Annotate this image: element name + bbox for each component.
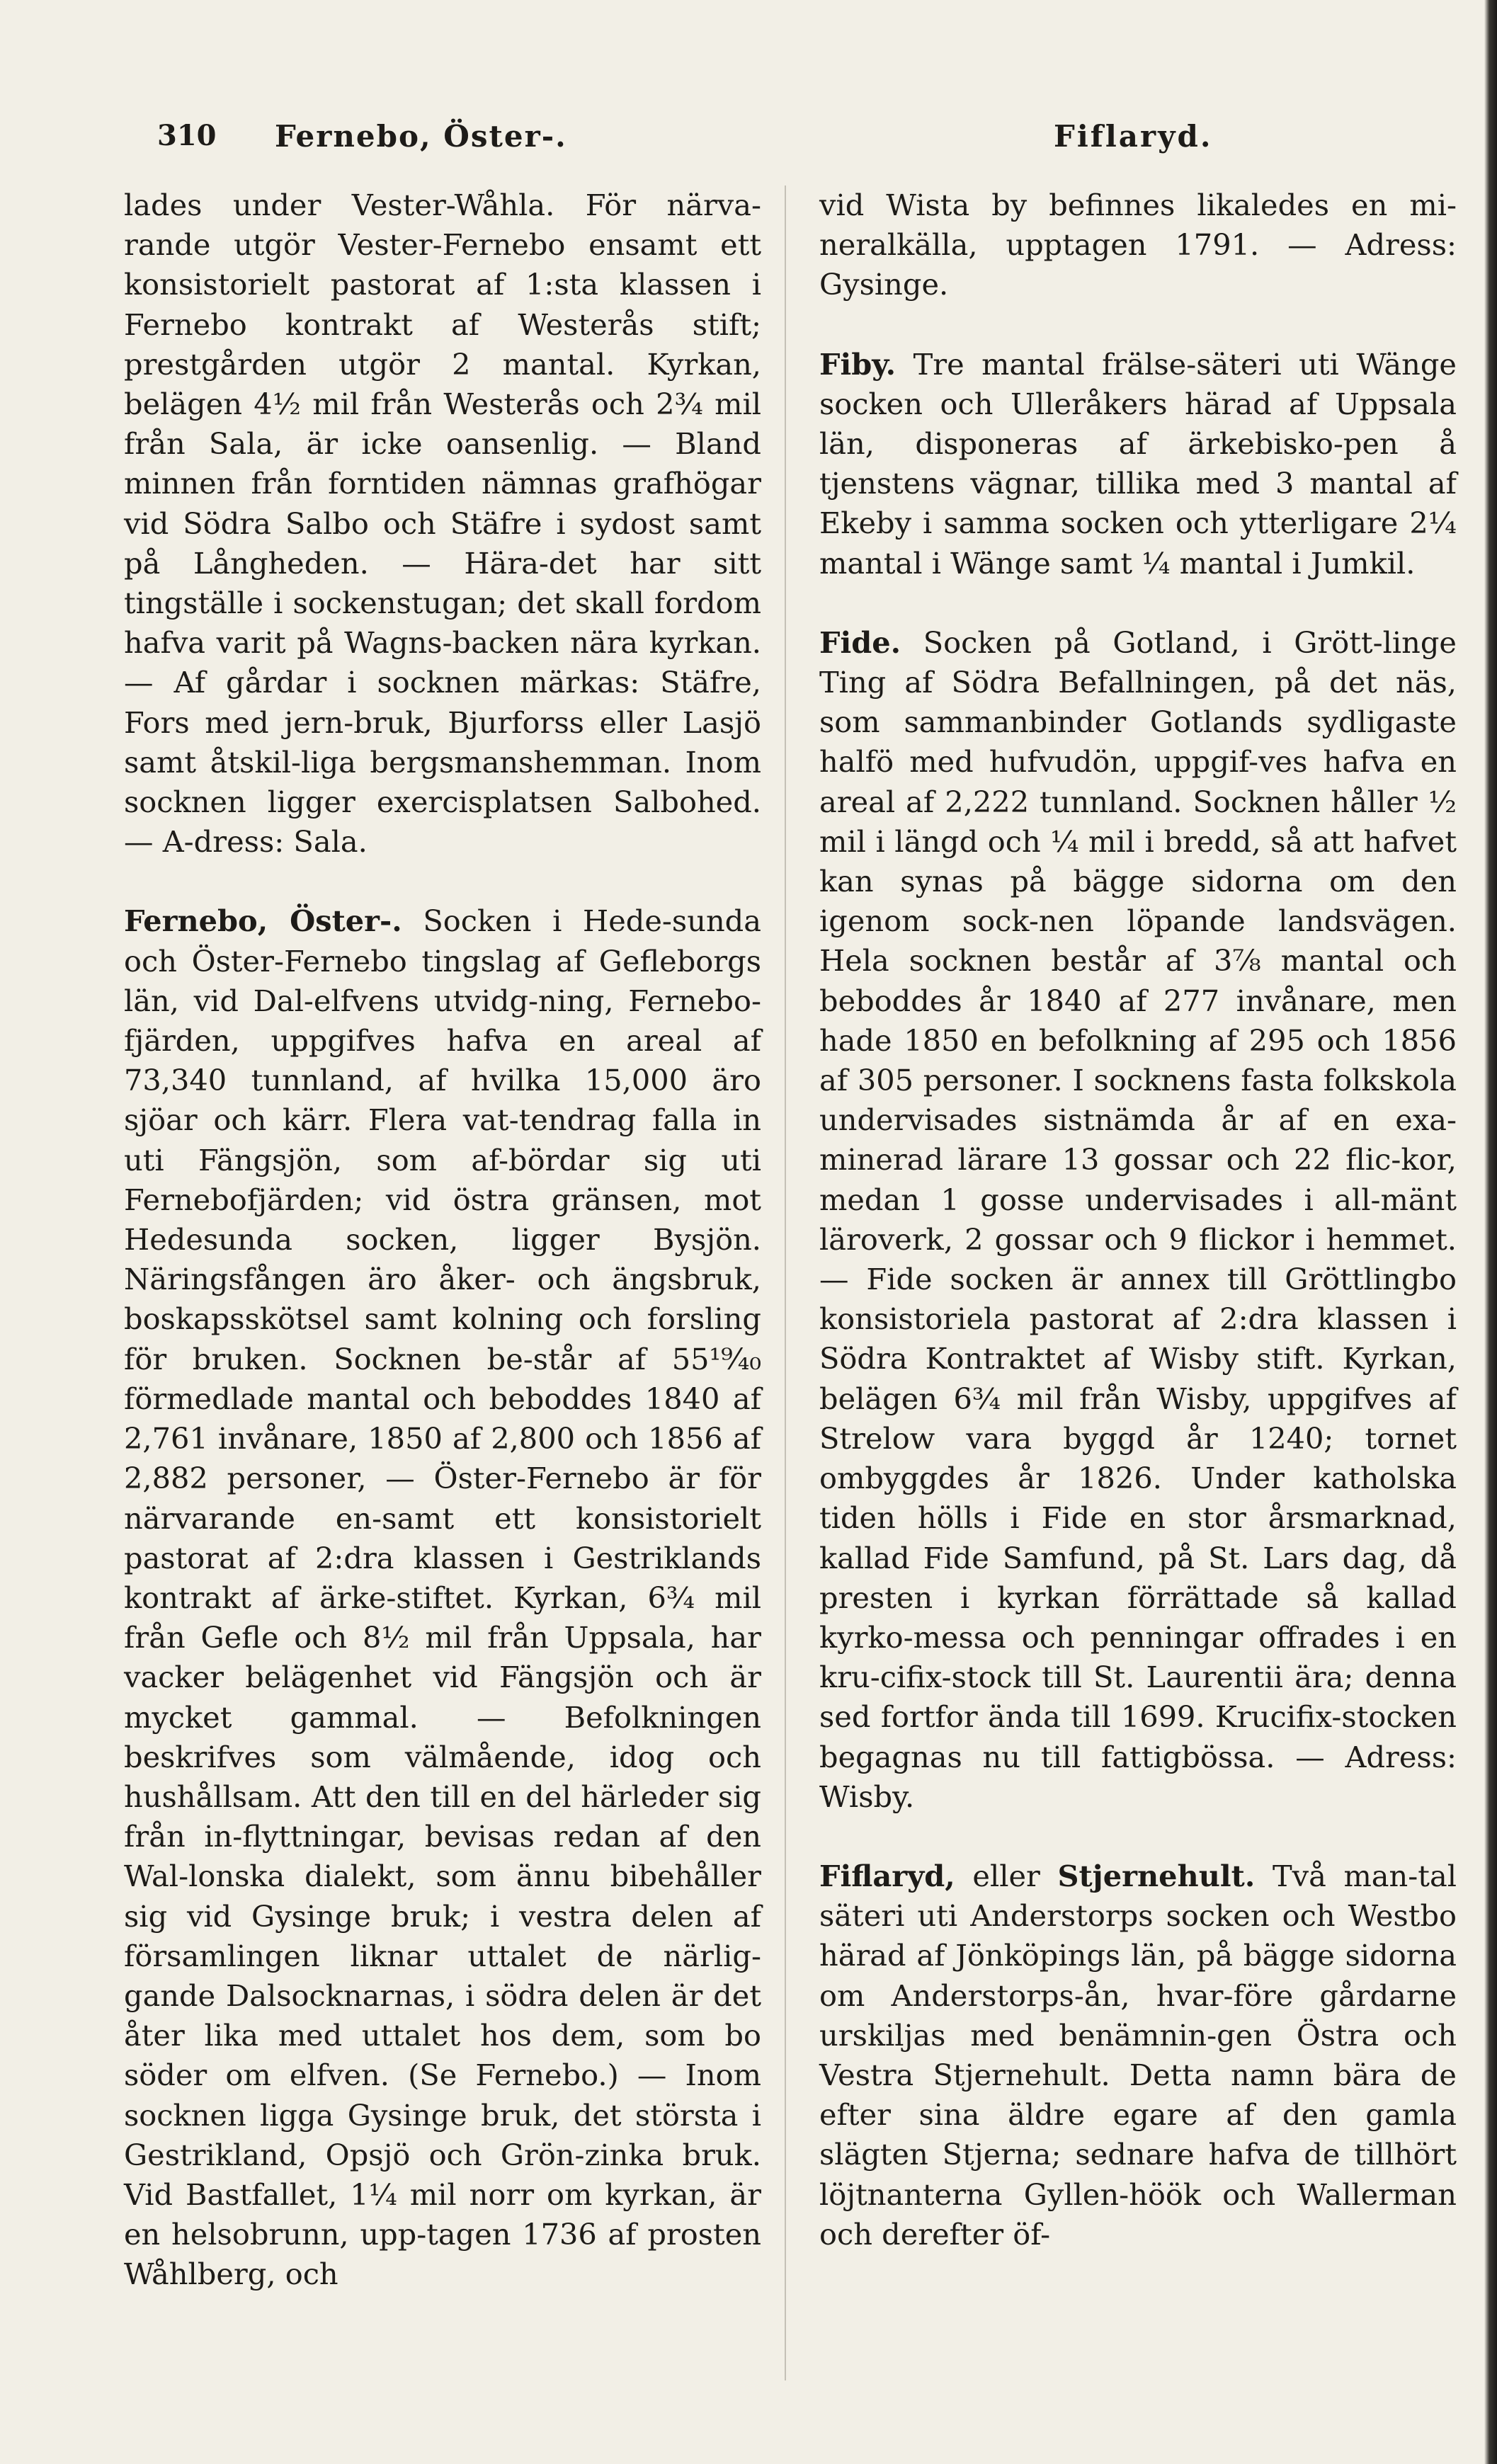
column-divider [785,186,786,2380]
page-number: 310 [157,119,217,152]
entry-body: Två man-tal säteri uti Anderstorps socken och Westbo härad af Jönköpings län, på bägge sidorna om Anderstorps-ån, hvar-före gårdarne urskiljas med benämnin-gen Östra och Vestra Stjernehult. Detta namn bära de efter sina äldre egare af den gamla slägten Stjerna; sednare hafva de tillhört löjtnanterna Gyllen-höök och Wallerman och derefter öf- [819,1858,1457,2252]
entry-title-alt: Stjernehult. [1057,1858,1256,1893]
entry-fide [819,623,1457,1817]
paragraph-fernebo-cont: vid Wista by befinnes likaledes en mi-neralkälla, upptagen 1791. — Adress: Gysinge. [819,188,1457,302]
entry-body: Socken på Gotland, i Grött-linge Ting af Södra Befallningen, på det näs, som sammanbinder Gotlands sydligaste halfö med hufvudön, uppgif-ves hafva en areal af 2,222 tunnland. Socknen håller ½ mil i längd och ¼ mil i bredd, så att hafvet kan synas på bägge sidorna om den igenom sock-nen löpande landsvägen. Hela socknen består af 3⅞ mantal och beboddes år 1840 af 277 invånare, men hade 1850 en befolkning af 295 och 1856 af 305 personer. I socknens fasta folkskola undervisades sistnämda år af en exa-minerad lärare 13 gossar och 22 flic-kor, medan 1 gosse undervisades i all-mänt läroverk, 2 gossar och 9 flickor i hemmet. — Fide socken är annex till Gröttlingbo konsistoriela pastorat af 2:dra klassen i Södra Kontraktet af Wisby stift. Kyrkan, belägen 6¾ mil från Wisby, uppgifves af Strelow vara byggd år 1240; tornet ombyggdes år 1826. Under katholska tiden hölls i Fide en stor årsmarknad, kallad Fide Samfund, på St. Lars dag, då presten i kyrkan förrättade så kallad kyrko-messa och penningar offrades i en kru-cifix-stock till St. Laurentii ära; denna sed fortfor ända till 1699. Krucifix-stocken begagnas nu till fattigbössa. — Adress: Wisby. [819,624,1457,1814]
entry-fernebo-oster [124,901,761,2294]
paragraph-vester-fernebo-cont: lades under Vester-Wåhla. För närva-rande utgör Vester-Fernebo ensamt ett konsistorielt pastorat af 1:sta klassen i Fernebo kontrakt af Westerås stift; prestgården utgör 2 mantal. Kyrkan, belägen 4½ mil från Westerås och 2¾ mil från Sala, är icke oansenlig. — Bland minnen från forntiden nämnas grafhögar vid Södra Salbo och Stäfre i sydost samt på Långheden. — Härа-det har sitt tingställe i sockenstugan; det skall fordom hafva varit på Wagns-backen nära kyrkan. — Af gårdar i socknen märkas: Stäfre, Fors med jern-bruk, Bjurforss eller Lasjö samt åtskil-liga bergsmanshemman. Inom socknen ligger exercisplatsen Salbohed. — A-dress: Sala. [124,188,761,860]
entry-title: Fide. [819,624,901,660]
entry-body: Socken i Hede-sunda och Öster-Fernebo tingslag af Gefleborgs län, vid Dal-elfvens utvidg-ning, Fernebo-fjärden, uppgifves hafva en areal af 73,340 tunnland, af hvilka 15,000 äro sjöar och kärr. Flera vat-tendrag falla in uti Fängsjön, som af-bördar sig uti Fernebofjärden; vid östra gränsen, mot Hedesunda socken, ligger Bysjön. Näringsfången äro åker- och ängsbruk, boskapsskötsel samt kolning och forsling för bruken. Socknen be-står af 55¹⁹⁄₄₀ förmedlade mantal och beboddes 1840 af 2,761 invånare, 1850 af 2,800 och 1856 af 2,882 personer, — Öster-Fernebo är för närvarande en-samt ett konsistorielt pastorat af 2:dra klassen i Gestriklands kontrakt af ärke-stiftet. Kyrkan, 6¾ mil från Gefle och 8½ mil från Uppsala, har vacker belägenhet vid Fängsjön och är mycket gammal. — Befolkningen beskrifves som välmående, idog och hushållsam. Att den till en del härleder sig från in-flyttningar, bevisas redan af den Wal-lonska dialekt, som ännu bibehåller sig vid Gysinge bruk; i vestra delen af församlingen liknar uttalet de närlig-gande Dalsocknarnas, i södra delen är det åter lika med uttalet hos dem, som bo söder om elfven. (Se Fernebo.) — Inom socknen ligga Gysinge bruk, det största i Gestrikland, Opsjö och Grön-zinka bruk. Vid Bastfallet, 1¼ mil norr om kyrkan, är en helsobrunn, upp-tagen 1736 af prosten Wåhlberg, och [124,903,761,2292]
page-edge-shadow [1484,0,1497,2464]
entry-connector: eller [955,1858,1058,1893]
right-column [819,186,1457,2254]
entry-title: Fiflaryd, [819,1858,955,1893]
header-right-title: Fiflaryd. [1054,119,1213,154]
left-column [124,186,761,2295]
entry-body: Tre mantal frälse-säteri uti Wänge socken och Ulleråkers härad af Uppsala län, disponeras af ärkebisko-pen å tjenstens vägnar, tillika med 3 mantal af Ekeby i samma socken och ytterligare 2¼ mantal i Wänge samt ¼ mantal i Jumkil. [819,346,1457,581]
running-header [0,119,1497,161]
entry-title: Fernebo, Öster-. [124,903,402,939]
entry-title: Fiby. [819,346,897,382]
entry-fiby [819,345,1457,583]
entry-fiflaryd [819,1856,1457,2254]
header-left-title: Fernebo, Öster-. [275,119,567,154]
